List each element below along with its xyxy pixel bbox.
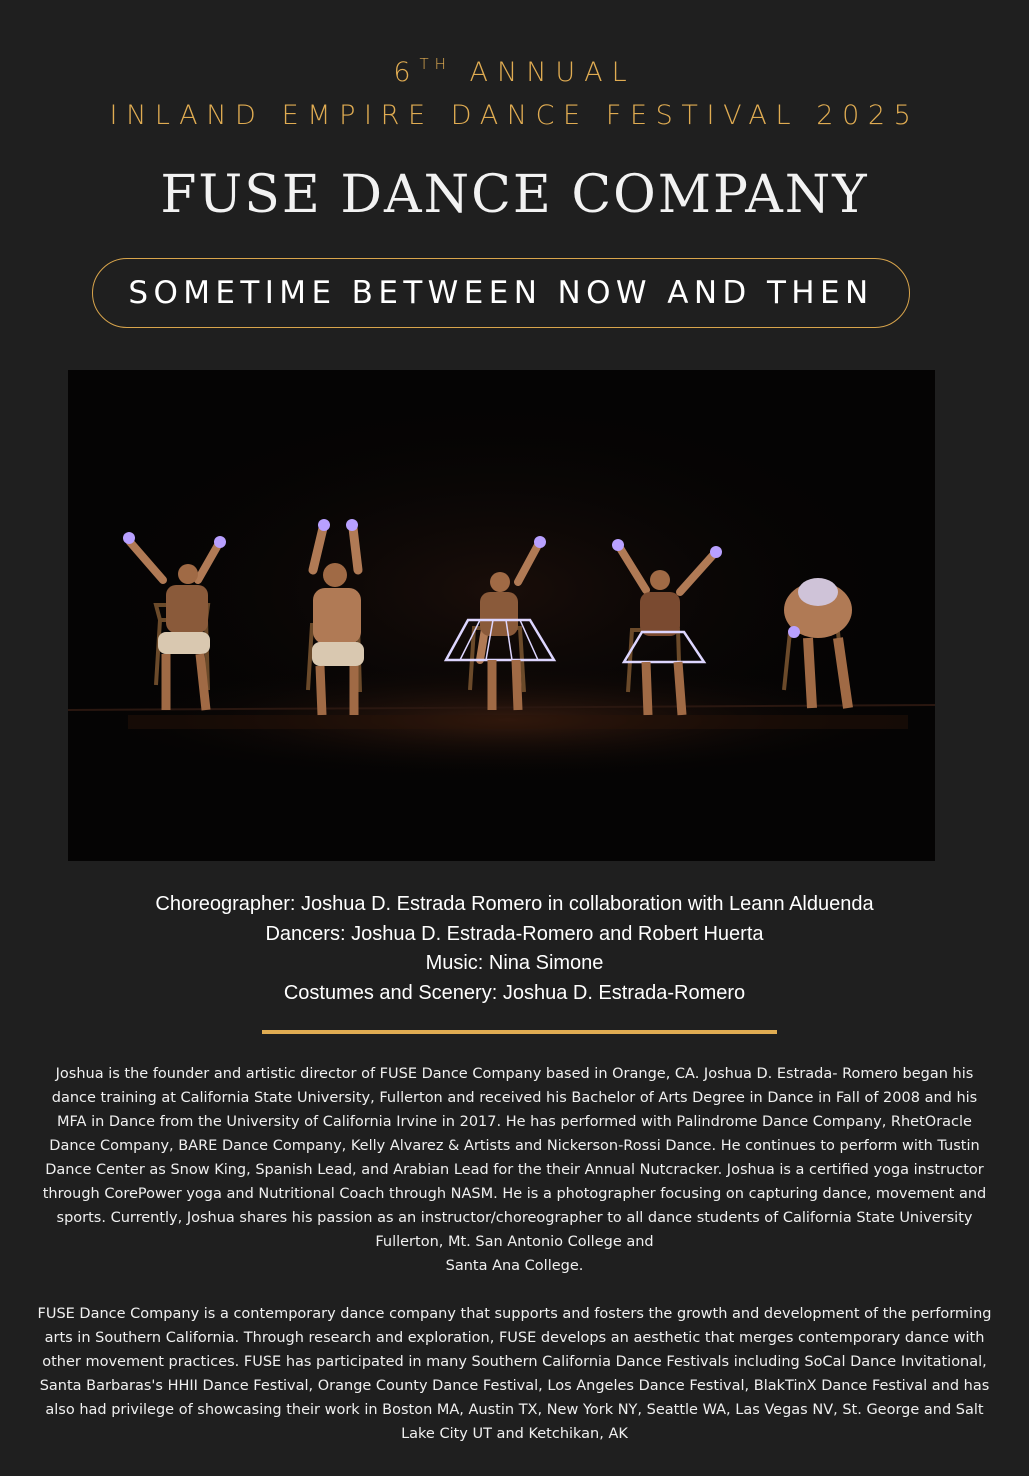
festival-edition bbox=[0, 55, 1029, 88]
bio-paragraph-1-text: Joshua is the founder and artistic director of FUSE Dance Company based in Orange, CA. Joshua D. Estrada- Romero began his dance training at California State University, Fullerton and received his Bachelor of Arts Degree in Dance in Fall of 2008 and his MFA in Dance from the University of California Irvine in 2017. He has performed with Palindrome Dance Company, RhetOracle Dance Company, BARE Dance Company, Kelly Alvarez & Artists and Nickerson-Rossi Dance. He continues to perform with Tustin Dance Center as Snow King, Spanish Lead, and Arabian Lead for the their Annual Nutcracker. Joshua is a certified yoga instructor through CorePower yoga and Nutritional Coach through NASM. He is a photographer focusing on capturing dance, movement and sports. Currently, Joshua shares his passion as an instructor/choreographer to all dance students of California State University Fullerton, Mt. San Antonio College and bbox=[42, 1066, 987, 1250]
edition-number: 6 bbox=[393, 57, 420, 88]
music-credit: Music: Nina Simone bbox=[425, 952, 604, 974]
festival-name: INLAND EMPIRE DANCE FESTIVAL 2025 bbox=[109, 100, 920, 131]
company-name: FUSE DANCE COMPANY bbox=[160, 165, 869, 225]
bio-paragraph-1-end: Santa Ana College. bbox=[445, 1258, 584, 1274]
gold-divider bbox=[262, 1030, 777, 1034]
performance-photo bbox=[68, 370, 935, 861]
edition-annual: ANNUAL bbox=[469, 57, 636, 88]
dancers-credit: Dancers: Joshua D. Estrada-Romero and Robert Huerta bbox=[265, 922, 764, 945]
bio-paragraph-2: FUSE Dance Company is a contemporary dance company that supports and fosters the growth and development of the performing arts in Southern California. Through research and exploration, FUSE develops an aesthetic that merges contemporary dance with other movement practices. FUSE has participated in many Southern California Dance Festivals including SoCal Dance Invitational, Santa Barbaras's HHII Dance Festival, Orange County Dance Festival, Los Angeles Dance Festival, BlakTinX Dance Festival and has also had privilege of showcasing their work in Boston MA, Austin TX, New York NY, Seattle WA, Las Vegas NV, St. George and Salt Lake City UT and Ketchikan, AK bbox=[37, 1306, 992, 1442]
bio-paragraph-1 bbox=[36, 1062, 993, 1278]
credits-block bbox=[0, 890, 1029, 1008]
piece-title-badge bbox=[92, 258, 910, 328]
choreographer-credit: Choreographer: Joshua D. Estrada Romero in collaboration with Leann Alduenda bbox=[155, 893, 874, 915]
piece-title: SOMETIME BETWEEN NOW AND THEN bbox=[128, 275, 874, 311]
edition-suffix: TH bbox=[419, 55, 452, 73]
stage-illustration bbox=[68, 370, 935, 861]
costumes-credit: Costumes and Scenery: Joshua D. Estrada-Romero bbox=[283, 981, 746, 1004]
